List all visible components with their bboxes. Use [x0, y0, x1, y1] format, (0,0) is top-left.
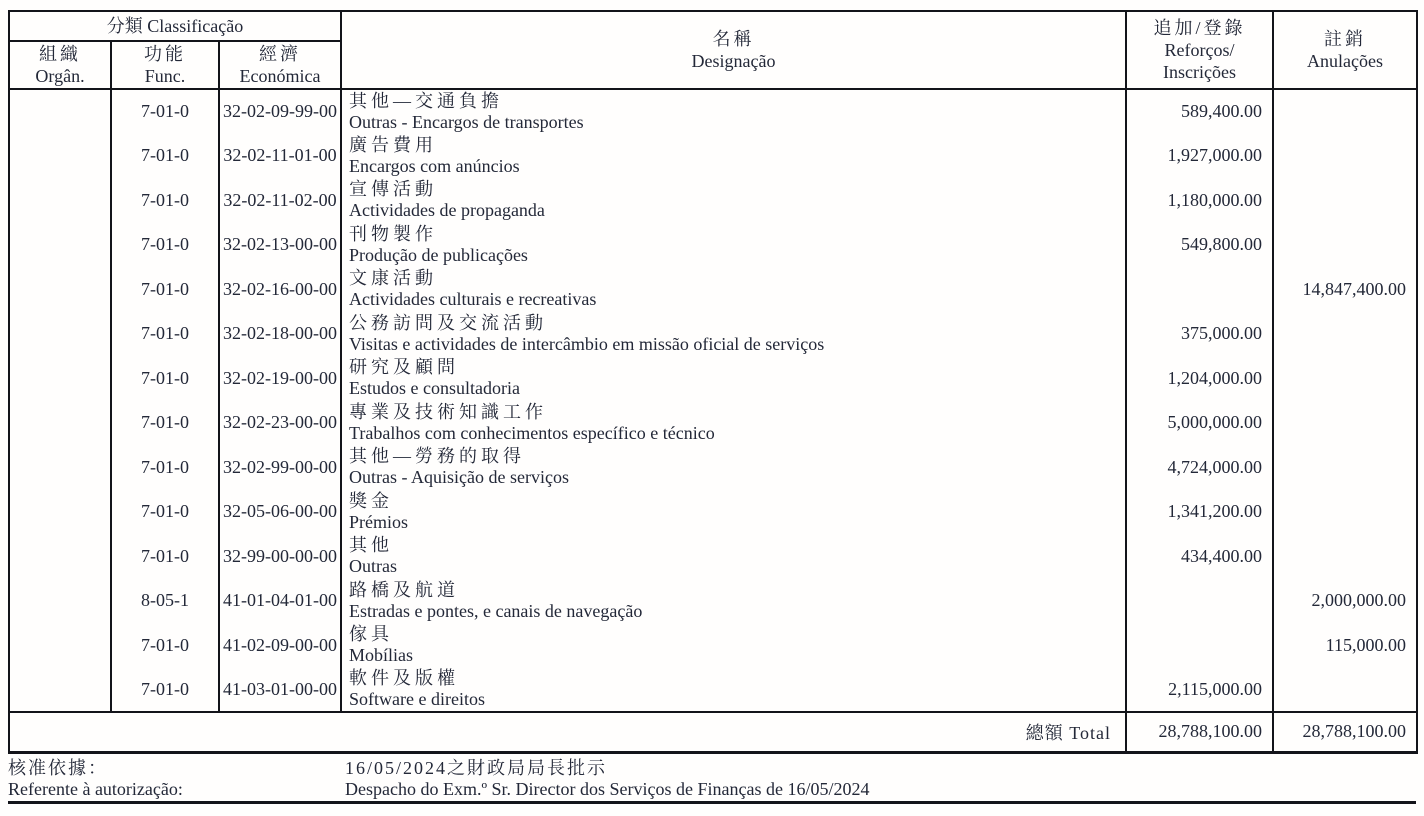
designacao-cell	[341, 89, 1126, 134]
designacao-pt: Actividades culturais e recreativas	[349, 289, 597, 310]
funcao-cell: 7-01-0	[111, 445, 219, 490]
budget-table	[8, 10, 1418, 754]
anulacoes-cell	[1273, 490, 1417, 535]
funcao-cell: 7-01-0	[111, 534, 219, 579]
table-body	[9, 89, 1417, 712]
anulacoes-cell	[1273, 134, 1417, 179]
reforcos-cell	[1126, 579, 1273, 624]
economica-cell: 32-02-19-00-00	[219, 356, 341, 401]
table-row	[9, 579, 1417, 624]
header-economica-zh: 經濟	[259, 44, 301, 64]
anulacoes-cell	[1273, 668, 1417, 713]
header-orgao-zh: 組織	[39, 44, 81, 64]
reforcos-cell	[1126, 267, 1273, 312]
funcao-cell: 7-01-0	[111, 267, 219, 312]
funcao-cell: 7-01-0	[111, 356, 219, 401]
economica-cell: 32-02-09-99-00	[219, 89, 341, 134]
anulacoes-cell: 2,000,000.00	[1273, 579, 1417, 624]
economica-cell: 32-02-11-01-00	[219, 134, 341, 179]
funcao-cell: 8-05-1	[111, 579, 219, 624]
anulacoes-cell	[1273, 445, 1417, 490]
designacao-pt: Outras - Aquisição de serviços	[349, 467, 569, 488]
economica-cell: 32-02-16-00-00	[219, 267, 341, 312]
header-orgao-pt: Orgân.	[35, 66, 85, 86]
designacao-cell	[341, 401, 1126, 446]
designacao-pt: Visitas e actividades de intercâmbio em missão oficial de serviços	[349, 333, 825, 354]
funcao-cell: 7-01-0	[111, 623, 219, 668]
authorization-values	[345, 758, 1416, 801]
table-row	[9, 312, 1417, 357]
reforcos-cell: 1,204,000.00	[1126, 356, 1273, 401]
funcao-cell: 7-01-0	[111, 89, 219, 134]
economica-cell: 32-02-99-00-00	[219, 445, 341, 490]
designacao-zh: 其他	[349, 535, 393, 556]
designacao-zh: 獎金	[349, 490, 393, 511]
reforcos-cell: 4,724,000.00	[1126, 445, 1273, 490]
orgao-cell	[9, 668, 111, 713]
designacao-pt: Outras - Encargos de transportes	[349, 111, 584, 132]
header-group-row	[9, 11, 1417, 41]
reforcos-cell: 375,000.00	[1126, 312, 1273, 357]
designacao-zh: 宣傳活動	[349, 179, 437, 200]
designacao-pt: Estradas e pontes, e canais de navegação	[349, 600, 643, 621]
designacao-zh: 公務訪問及交流活動	[349, 312, 547, 333]
total-label: 總額 Total	[9, 712, 1126, 752]
table-total	[9, 712, 1417, 752]
table-row	[9, 490, 1417, 535]
designacao-pt: Mobílias	[349, 645, 414, 666]
designacao-cell	[341, 668, 1126, 713]
table-row	[9, 267, 1417, 312]
reforcos-cell: 549,800.00	[1126, 223, 1273, 268]
economica-cell: 41-01-04-01-00	[219, 579, 341, 624]
funcao-cell: 7-01-0	[111, 401, 219, 446]
funcao-cell: 7-01-0	[111, 490, 219, 535]
reforcos-cell: 434,400.00	[1126, 534, 1273, 579]
economica-cell: 32-02-18-00-00	[219, 312, 341, 357]
designacao-cell	[341, 579, 1126, 624]
header-anulacoes-zh: 註銷	[1324, 29, 1366, 49]
designacao-cell	[341, 356, 1126, 401]
header-classificacao	[9, 11, 341, 41]
table-row	[9, 178, 1417, 223]
header-orgao	[9, 41, 111, 89]
header-funcao-zh: 功能	[144, 44, 186, 64]
designacao-cell	[341, 134, 1126, 179]
funcao-cell: 7-01-0	[111, 178, 219, 223]
table-row	[9, 445, 1417, 490]
designacao-pt: Estudos e consultadoria	[349, 378, 520, 399]
header-anulacoes	[1273, 11, 1417, 89]
authorization-value-pt: Despacho do Exm.º Sr. Director dos Serviços de Finanças de 16/05/2024	[345, 779, 870, 799]
table-row	[9, 401, 1417, 446]
table-row	[9, 89, 1417, 134]
designacao-cell	[341, 267, 1126, 312]
economica-cell: 32-99-00-00-00	[219, 534, 341, 579]
header-funcao	[111, 41, 219, 89]
header-funcao-pt: Func.	[144, 66, 186, 86]
header-anulacoes-pt: Anulações	[1307, 51, 1383, 71]
economica-cell: 41-03-01-00-00	[219, 668, 341, 713]
funcao-cell: 7-01-0	[111, 312, 219, 357]
designacao-pt: Software e direitos	[349, 689, 485, 710]
economica-cell: 32-02-23-00-00	[219, 401, 341, 446]
anulacoes-cell	[1273, 356, 1417, 401]
orgao-cell	[9, 312, 111, 357]
authorization-value-zh: 16/05/2024之財政局局長批示	[345, 758, 608, 778]
designacao-pt: Produção de publicações	[349, 244, 528, 265]
designacao-zh: 軟件及版權	[349, 668, 459, 689]
anulacoes-cell: 115,000.00	[1273, 623, 1417, 668]
designacao-zh: 廣告費用	[349, 134, 437, 155]
orgao-cell	[9, 401, 111, 446]
orgao-cell	[9, 356, 111, 401]
designacao-pt: Prémios	[349, 511, 409, 532]
anulacoes-cell	[1273, 401, 1417, 446]
designacao-pt: Encargos com anúncios	[349, 155, 520, 176]
authorization-footer	[8, 754, 1416, 804]
table-row	[9, 623, 1417, 668]
authorization-label-pt: Referente à autorização:	[8, 779, 183, 799]
economica-cell: 41-02-09-00-00	[219, 623, 341, 668]
designacao-cell	[341, 490, 1126, 535]
header-reforcos-zh: 追加/登錄	[1153, 18, 1246, 38]
designacao-zh: 研究及顧問	[349, 357, 459, 378]
designacao-zh: 其他—勞務的取得	[349, 446, 525, 467]
table-row	[9, 134, 1417, 179]
orgao-cell	[9, 178, 111, 223]
reforcos-cell: 2,115,000.00	[1126, 668, 1273, 713]
header-designacao-pt: Designação	[691, 51, 776, 71]
header-classificacao-label: 分類 Classificação	[106, 16, 244, 36]
reforcos-cell: 1,341,200.00	[1126, 490, 1273, 535]
header-economica	[219, 41, 341, 89]
economica-cell: 32-02-13-00-00	[219, 223, 341, 268]
table-row	[9, 223, 1417, 268]
table-row	[9, 356, 1417, 401]
funcao-cell: 7-01-0	[111, 668, 219, 713]
total-anulacoes: 28,788,100.00	[1273, 712, 1417, 752]
header-economica-pt: Económica	[239, 66, 321, 86]
funcao-cell: 7-01-0	[111, 223, 219, 268]
orgao-cell	[9, 223, 111, 268]
reforcos-cell: 1,180,000.00	[1126, 178, 1273, 223]
designacao-cell	[341, 623, 1126, 668]
authorization-labels	[8, 758, 345, 801]
designacao-cell	[341, 178, 1126, 223]
economica-cell: 32-02-11-02-00	[219, 178, 341, 223]
orgao-cell	[9, 445, 111, 490]
anulacoes-cell	[1273, 534, 1417, 579]
designacao-zh: 其他—交通負擔	[349, 90, 503, 111]
header-designacao-zh: 名稱	[712, 29, 755, 49]
reforcos-cell	[1126, 623, 1273, 668]
header-reforcos-pt1: Reforços/	[1164, 40, 1235, 60]
total-row	[9, 712, 1417, 752]
header-reforcos	[1126, 11, 1273, 89]
table-row	[9, 668, 1417, 713]
anulacoes-cell: 14,847,400.00	[1273, 267, 1417, 312]
designacao-pt: Trabalhos com conhecimentos específico e técnico	[349, 422, 715, 443]
designacao-zh: 文康活動	[349, 268, 437, 289]
anulacoes-cell	[1273, 223, 1417, 268]
designacao-cell	[341, 534, 1126, 579]
orgao-cell	[9, 89, 111, 134]
reforcos-cell: 1,927,000.00	[1126, 134, 1273, 179]
header-designacao	[341, 11, 1126, 89]
orgao-cell	[9, 134, 111, 179]
reforcos-cell: 5,000,000.00	[1126, 401, 1273, 446]
designacao-zh: 傢具	[349, 624, 393, 645]
funcao-cell: 7-01-0	[111, 134, 219, 179]
total-reforcos: 28,788,100.00	[1126, 712, 1273, 752]
designacao-zh: 專業及技術知識工作	[349, 401, 547, 422]
table-header	[9, 11, 1417, 89]
designacao-cell	[341, 312, 1126, 357]
anulacoes-cell	[1273, 89, 1417, 134]
authorization-label-zh: 核准依據：	[8, 758, 108, 778]
orgao-cell	[9, 623, 111, 668]
orgao-cell	[9, 534, 111, 579]
designacao-zh: 刊物製作	[349, 223, 437, 244]
anulacoes-cell	[1273, 312, 1417, 357]
orgao-cell	[9, 579, 111, 624]
economica-cell: 32-05-06-00-00	[219, 490, 341, 535]
designacao-pt: Outras	[349, 556, 397, 577]
orgao-cell	[9, 267, 111, 312]
table-row	[9, 534, 1417, 579]
reforcos-cell: 589,400.00	[1126, 89, 1273, 134]
anulacoes-cell	[1273, 178, 1417, 223]
designacao-zh: 路橋及航道	[349, 579, 459, 600]
orgao-cell	[9, 490, 111, 535]
designacao-cell	[341, 223, 1126, 268]
designacao-cell	[341, 445, 1126, 490]
designacao-pt: Actividades de propaganda	[349, 200, 545, 221]
header-reforcos-pt2: Inscrições	[1163, 62, 1236, 82]
